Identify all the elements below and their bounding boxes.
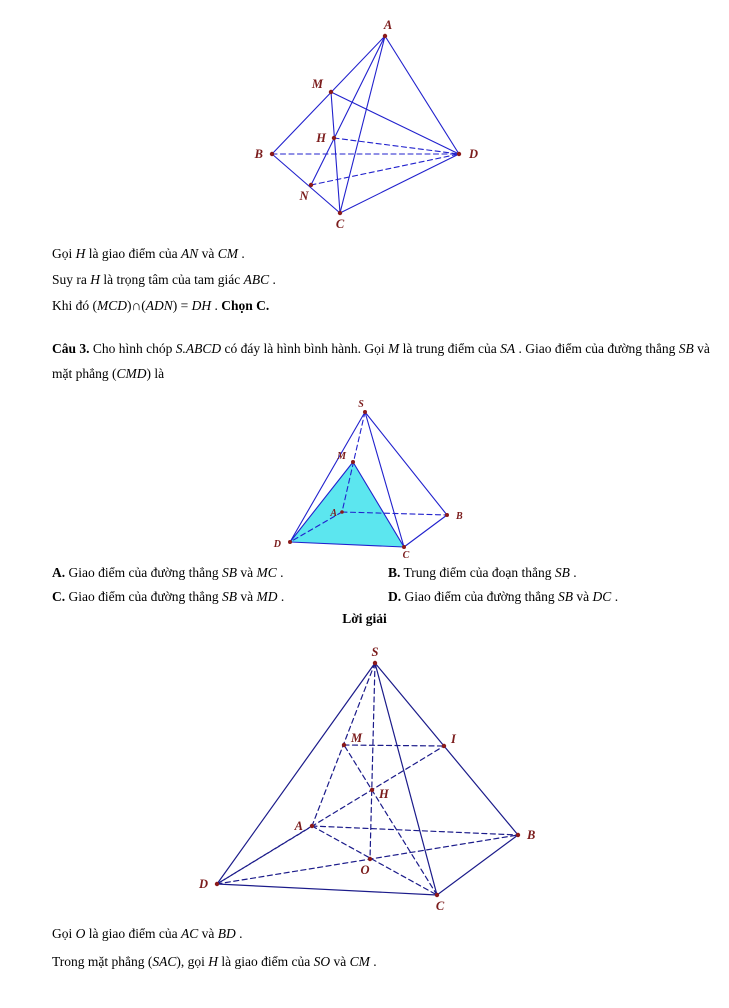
point-D-marker bbox=[288, 540, 292, 544]
answer-option-d: D. Giao điểm của đường thẳng SB và DC . bbox=[388, 589, 619, 604]
label-C: C bbox=[402, 550, 410, 561]
label-M: M bbox=[351, 731, 363, 745]
label-B: B bbox=[254, 147, 263, 161]
point-S-marker bbox=[373, 661, 377, 665]
label-H: H bbox=[379, 787, 389, 801]
label-B: B bbox=[456, 511, 463, 522]
label-M: M bbox=[311, 77, 323, 91]
label-M: M bbox=[337, 451, 346, 462]
point-A-marker bbox=[383, 34, 387, 38]
point-S-marker bbox=[363, 410, 367, 414]
figure-pyramid-shaded bbox=[272, 398, 472, 562]
point-B-marker bbox=[516, 833, 520, 837]
label-A: A bbox=[330, 508, 337, 519]
label-B: B bbox=[527, 828, 536, 842]
solution-heading: Lời giải bbox=[342, 611, 387, 626]
point-B-marker bbox=[445, 513, 449, 517]
point-D-marker bbox=[215, 882, 219, 886]
label-D: D bbox=[198, 877, 208, 891]
point-N-marker bbox=[309, 183, 313, 187]
answer-option-c: C. Giao điểm của đường thẳng SB và MD . bbox=[52, 589, 285, 604]
label-C: C bbox=[435, 899, 445, 913]
solution-line-1: Gọi H là giao điểm của AN và CM . bbox=[52, 246, 245, 261]
point-M-marker bbox=[329, 90, 333, 94]
point-H-marker bbox=[332, 136, 336, 140]
label-A: A bbox=[383, 18, 393, 32]
label-D: D bbox=[273, 539, 281, 550]
label-C: C bbox=[335, 217, 345, 231]
label-N: N bbox=[299, 189, 309, 203]
point-C-marker bbox=[402, 545, 406, 549]
label-S: S bbox=[371, 645, 379, 659]
label-O: O bbox=[360, 863, 370, 877]
point-I-marker bbox=[442, 744, 446, 748]
solution-edges bbox=[217, 663, 518, 895]
point-H-marker bbox=[370, 788, 374, 792]
solution-line-3: Khi đó (MCD)∩(ADN) = DH . Chọn C. bbox=[52, 298, 270, 313]
point-A-marker bbox=[310, 824, 314, 828]
point-A-marker bbox=[340, 510, 344, 514]
point-M-marker bbox=[342, 743, 346, 747]
label-A: A bbox=[294, 819, 303, 833]
solution-line-2: Suy ra H là trọng tâm của tam giác ABC . bbox=[52, 272, 276, 287]
point-B-marker bbox=[270, 152, 274, 156]
answer-option-a: A. Giao điểm của đường thẳng SB và MC . bbox=[52, 565, 284, 580]
point-M-marker bbox=[351, 460, 355, 464]
label-H: H bbox=[316, 131, 326, 145]
shaded-plane-mdc bbox=[290, 462, 404, 547]
solution-hidden-edges bbox=[217, 663, 518, 895]
solution3-line-2: Trong mặt phẳng (SAC), gọi H là giao điểm của SO và CM . bbox=[52, 954, 377, 969]
tetrahedron-labels bbox=[254, 18, 478, 231]
point-C-marker bbox=[338, 211, 342, 215]
solution-labels bbox=[198, 645, 535, 913]
point-C-marker bbox=[435, 893, 439, 897]
label-D: D bbox=[469, 147, 479, 161]
figure-pyramid-solution bbox=[198, 645, 546, 920]
point-D-marker bbox=[457, 152, 461, 156]
answer-option-b: B. Trung điểm của đoạn thẳng SB . bbox=[388, 565, 577, 580]
label-I: I bbox=[451, 732, 456, 746]
solution-point-markers bbox=[215, 661, 520, 897]
point-O-marker bbox=[368, 857, 372, 861]
figure-tetrahedron-abcd bbox=[228, 12, 510, 240]
tetrahedron-point-markers bbox=[270, 34, 461, 215]
question-3-text: Câu 3. Cho hình chóp S.ABCD có đáy là hình bình hành. Gọi M là trung điểm của SA . Giao điểm của đường thẳng SB và mặt phẳng (CMD) là bbox=[52, 341, 710, 381]
label-S: S bbox=[358, 399, 364, 410]
solution3-line-1: Gọi O là giao điểm của AC và BD . bbox=[52, 926, 243, 941]
tetrahedron-edges bbox=[272, 36, 459, 213]
